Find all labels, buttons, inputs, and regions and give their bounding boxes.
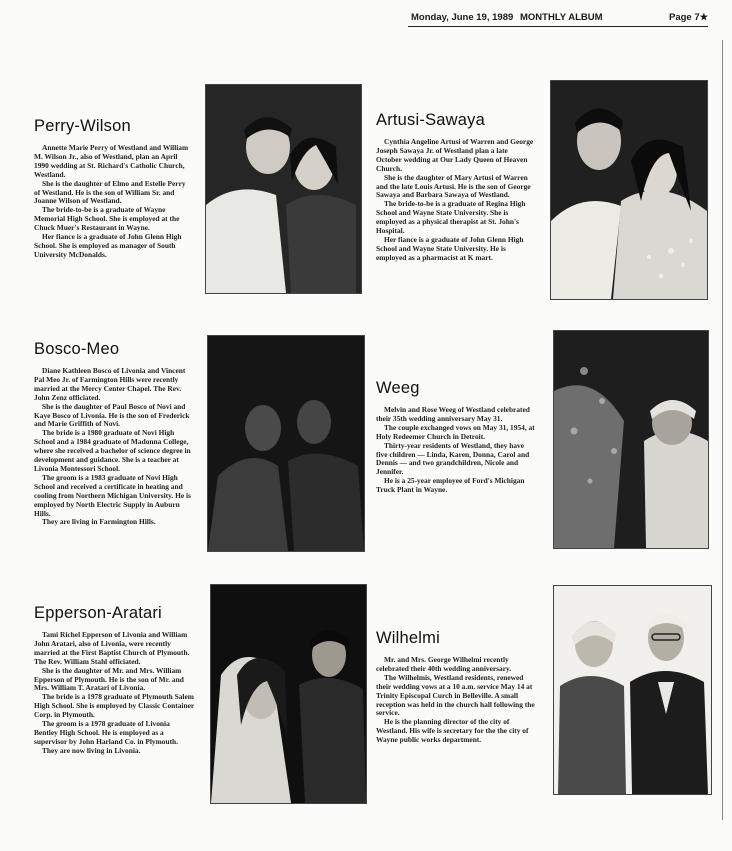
article-title: Perry-Wilson	[34, 117, 131, 135]
couple-photo-icon	[554, 331, 708, 548]
article-paragraph: She is the daughter of Mr. and Mrs. William Epperson of Plymouth. He is the son of Mr. and Mrs. William T. Aratari of Livonia.	[34, 665, 184, 693]
article-paragraph: The couple exchanged vows on May 31, 1954, at Holy Redeemer Church in Detroit.	[376, 422, 535, 441]
couple-photo-icon	[211, 585, 366, 803]
article-paragraph: Thirty-year residents of Westland, they have five children — Linda, Karen, Donna, Carol and Dennis — and two grandchildren, Nicole and Jennifer.	[376, 440, 530, 477]
photo-bosco-meo	[207, 335, 365, 552]
article-paragraph: The groom is a 1978 graduate of Livonia Bentley High School. He is employed as a supervisor by John Harland Co. in Plymouth.	[34, 719, 179, 746]
article-paragraph: Her fiance is a graduate of John Glenn High School. She is employed as manager of South University McDonalds.	[34, 232, 182, 259]
article-paragraph: Melvin and Rose Weeg of Westland celebrated their 35th wedding anniversary May 31.	[376, 405, 530, 423]
column-rule	[722, 40, 723, 820]
article-artusi-sawaya	[376, 110, 534, 263]
photo-weeg	[553, 330, 709, 549]
photo-epperson-aratari	[210, 584, 367, 804]
article-paragraph: She is the daughter of Paul Bosco of Novi and Kaye Bosco of Livonia. He is the son of Frederick and Marie Griffith of Novi.	[34, 401, 190, 429]
article-paragraph: They are now living in Livonia.	[42, 745, 141, 755]
page-header	[408, 11, 708, 27]
header-section: MONTHLY ALBUM	[520, 12, 603, 23]
couple-photo-icon	[208, 336, 364, 551]
article-title: Epperson-Aratari	[34, 604, 162, 622]
header-rule	[408, 26, 708, 27]
article-wilhelmi	[376, 628, 536, 745]
article-paragraph: The bride-to-be is a graduate of Wayne Memorial High School. She is employed at the Chuck Muer's Restaurant in Wayne.	[34, 205, 180, 233]
article-paragraph: She is the daughter of Mary Artusi of Warren and the late Louis Artusi. He is the son of George Sawaya and Barbara Sawaya of Westland.	[376, 172, 531, 200]
photo-artusi-sawaya	[550, 80, 708, 300]
article-perry-wilson	[34, 116, 192, 260]
article-title: Wilhelmi	[376, 629, 440, 647]
article-title: Bosco-Meo	[34, 340, 120, 358]
article-paragraph: Mr. and Mrs. George Wilhelmi recently celebrated their 40th wedding anniversary.	[376, 655, 512, 673]
article-bosco-meo	[34, 339, 192, 527]
article-paragraph: The bride-to-be is a graduate of Regina High School and Wayne State University. She is employed as a physical therapist at St. John's Hospital.	[376, 199, 526, 236]
article-paragraph: Diane Kathleen Bosco of Livonia and Vincent Pal Meo Jr. of Farmington Hills were recently married at the Mercy Center Chapel. The Rev. John Zenz officiated.	[34, 366, 186, 402]
article-paragraph: Annette Marie Perry of Westland and William M. Wilson Jr., also of Westland, plan an April 1990 wedding at St. Richard's Catholic Church, Westland.	[34, 143, 189, 179]
article-paragraph: The bride is a 1978 graduate of Plymouth Salem High School. She is employed by Classic Container Corp. in Plymouth.	[34, 692, 195, 720]
article-paragraph: Cynthia Angeline Artusi of Warren and George Joseph Sawaya Jr. of Westland plan a late October wedding at Our Lady Queen of Heaven Church.	[376, 137, 534, 173]
couple-photo-icon	[551, 81, 707, 299]
article-title: Weeg	[376, 379, 420, 397]
article-paragraph: Her fiance is a graduate of John Glenn High School and Wayne State University. He is employed as a pharmacist at K mart.	[376, 234, 524, 262]
photo-perry-wilson	[205, 84, 362, 294]
article-paragraph: They are living in Farmington Hills.	[42, 517, 156, 527]
article-paragraph: He is the planning director of the city of Westland. His wife is secretary for the the city of Wayne public works department.	[376, 717, 529, 745]
couple-photo-icon	[554, 586, 711, 794]
article-paragraph: She is the daughter of Elmo and Estelle Perry of Westland. He is the son of William Sr. and Joanne Wilson of Westland.	[34, 178, 186, 206]
article-paragraph: He is a 25-year employee of Ford's Michigan Truck Plant in Wayne.	[376, 476, 525, 495]
article-weeg	[376, 378, 536, 495]
couple-photo-icon	[206, 85, 361, 293]
article-paragraph: The Wilhelmis, Westland residents, renewed their wedding vows at a 10 a.m. service May 14 at Trinity Episcopal Curch in Belleville. A small reception was held in the church hall following the service.	[376, 672, 535, 718]
header-date: Monday, June 19, 1989	[411, 12, 514, 23]
article-paragraph: Tami Richel Epperson of Livonia and William John Aratari, also of Livonia, were recently married at the First Baptist Church of Plymouth. The Rev. William Stahl officiated.	[34, 630, 190, 666]
article-title: Artusi-Sawaya	[376, 111, 485, 129]
article-paragraph: The groom is a 1983 graduate of Novi High School and received a certificate in heating and cooling from Northern Michigan University. He is employed by North Electric Supply in Auburn Hills.	[34, 472, 191, 518]
article-paragraph: The bride is a 1980 graduate of Novi High School and a 1984 graduate of Madonna College, where she received a bachelor of science degree in development and guidance. She is a teacher at Livonia Montessori School.	[34, 428, 191, 473]
article-epperson-aratari	[34, 603, 194, 756]
header-page-number: Page 7★	[669, 12, 709, 23]
photo-wilhelmi	[553, 585, 712, 795]
